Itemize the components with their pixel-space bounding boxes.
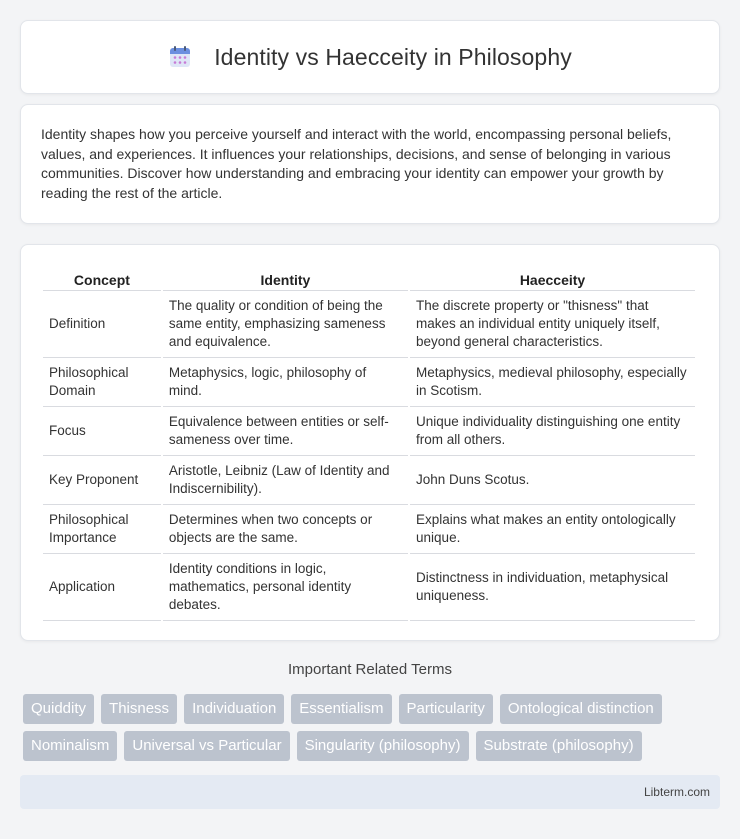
- cell-haecceity: Metaphysics, medieval philosophy, especially in Scotism.: [410, 358, 695, 407]
- footer-site-link[interactable]: Libterm.com: [643, 785, 710, 799]
- cell-haecceity: The discrete property or "thisness" that makes an individual entity uniquely itself, beyond general characteristics.: [410, 291, 695, 358]
- tag-row: [23, 694, 723, 724]
- comparison-table: [41, 265, 697, 621]
- cell-haecceity: John Duns Scotus.: [410, 456, 695, 505]
- tag-particularity[interactable]: Particularity: [399, 694, 493, 724]
- cell-identity: Determines when two concepts or objects are the same.: [163, 505, 408, 554]
- cell-concept: Definition: [43, 291, 161, 358]
- table-header-row: [43, 265, 695, 291]
- cell-identity: The quality or condition of being the same entity, emphasizing sameness and equivalence.: [163, 291, 408, 358]
- intro-text: Identity shapes how you perceive yourself and interact with the world, encompassing personal beliefs, values, and experiences. It influences your relationships, decisions, and sense of belonging in various communities. Discover how understanding and embracing your identity can empower your growth by reading the rest of the article.: [41, 126, 672, 201]
- tag-quiddity[interactable]: Quiddity: [23, 694, 94, 724]
- header-concept: Concept: [43, 265, 161, 291]
- cell-concept: Focus: [43, 407, 161, 456]
- calendar-icon: [168, 45, 192, 69]
- header-identity: Identity: [163, 265, 408, 291]
- cell-haecceity: Distinctness in individuation, metaphysical uniqueness.: [410, 554, 695, 621]
- footer: [20, 775, 720, 809]
- table-row: [43, 505, 695, 554]
- tag-thisness[interactable]: Thisness: [101, 694, 177, 724]
- cell-concept: Philosophical Importance: [43, 505, 161, 554]
- tag-individuation[interactable]: Individuation: [184, 694, 284, 724]
- tag-nominalism[interactable]: Nominalism: [23, 731, 117, 761]
- cell-identity: Aristotle, Leibniz (Law of Identity and Indiscernibility).: [163, 456, 408, 505]
- header-card: [20, 20, 720, 94]
- tag-substrate[interactable]: Substrate (philosophy): [476, 731, 642, 761]
- cell-concept: Application: [43, 554, 161, 621]
- header-haecceity: Haecceity: [410, 265, 695, 291]
- tag-essentialism[interactable]: Essentialism: [291, 694, 391, 724]
- cell-identity: Metaphysics, logic, philosophy of mind.: [163, 358, 408, 407]
- cell-concept: Key Proponent: [43, 456, 161, 505]
- cell-haecceity: Unique individuality distinguishing one entity from all others.: [410, 407, 695, 456]
- table-row: [43, 358, 695, 407]
- table-row: [43, 456, 695, 505]
- table-row: [43, 554, 695, 621]
- tag-ontological-distinction[interactable]: Ontological distinction: [500, 694, 662, 724]
- cell-identity: Equivalence between entities or self-sameness over time.: [163, 407, 408, 456]
- tag-singularity[interactable]: Singularity (philosophy): [297, 731, 469, 761]
- intro-card: [20, 104, 720, 224]
- cell-concept: Philosophical Domain: [43, 358, 161, 407]
- related-terms-tags: [23, 694, 723, 768]
- cell-identity: Identity conditions in logic, mathematics, personal identity debates.: [163, 554, 408, 621]
- related-terms-title: Important Related Terms: [288, 661, 452, 678]
- cell-haecceity: Explains what makes an entity ontologically unique.: [410, 505, 695, 554]
- comparison-table-card: [20, 244, 720, 641]
- table-row: [43, 407, 695, 456]
- page-title: Identity vs Haecceity in Philosophy: [214, 43, 572, 70]
- table-row: [43, 291, 695, 358]
- tag-universal-vs-particular[interactable]: Universal vs Particular: [124, 731, 289, 761]
- tag-row: [23, 731, 723, 761]
